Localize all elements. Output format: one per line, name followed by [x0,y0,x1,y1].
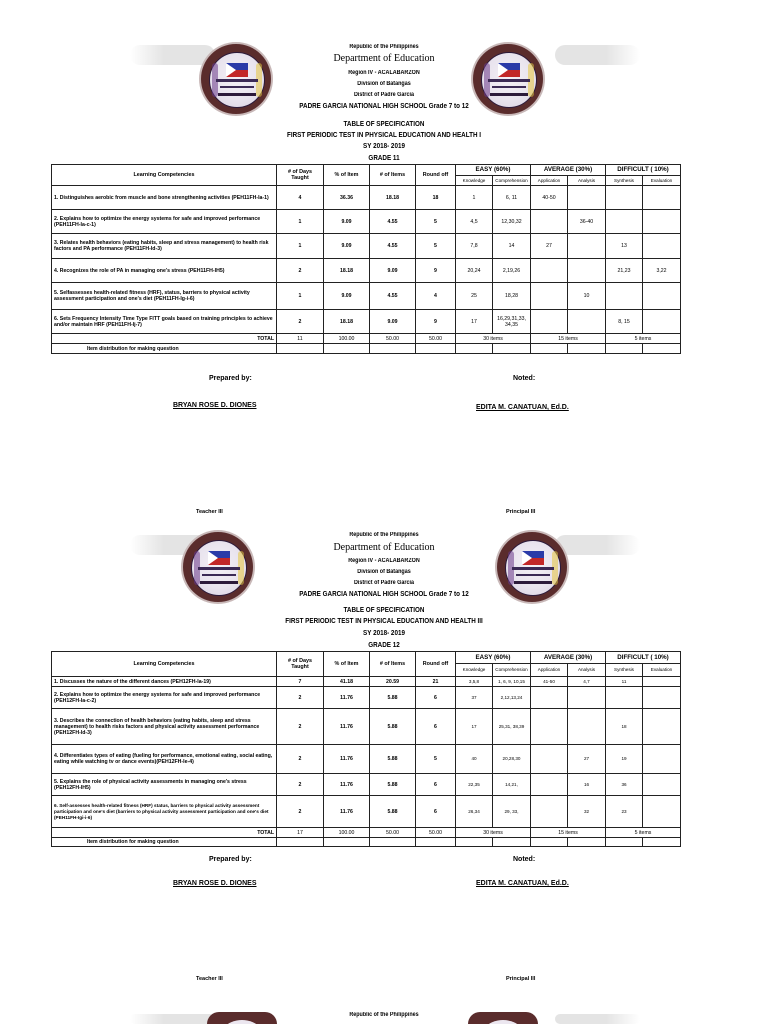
comprehension-cell: 14 [493,234,531,259]
knowledge-cell: 1 [456,186,493,210]
total-label: TOTAL [52,334,277,344]
competency-cell: 4. Recognizes the role of PA in managing one's stress (PEH11FH-IH5) [52,259,277,283]
comprehension-cell: 2,19,26 [493,259,531,283]
evaluation-cell [643,774,681,796]
synthesis-cell [606,210,643,234]
knowledge-cell: 3,5,8 [456,677,493,687]
evaluation-cell [643,709,681,745]
comprehension-cell: 18,28 [493,283,531,310]
col-analysis: Analysis [568,176,606,186]
col-round-off: Round off [416,652,456,677]
application-cell [531,796,568,828]
table-row [52,210,681,234]
analysis-cell: 4,7 [568,677,606,687]
table-row [52,687,681,709]
tos-table [51,651,681,847]
col-average: AVERAGE (30%) [531,165,606,176]
school-line: PADRE GARCIA NATIONAL HIGH SCHOOL Grade 7 to 12 [299,103,469,110]
table-row [52,709,681,745]
knowledge-cell: 26,34 [456,796,493,828]
round-cell: 4 [416,283,456,310]
department-title: Department of Education [333,542,435,553]
items-cell: 5.88 [370,796,416,828]
col-knowledge: Knowledge [456,176,493,186]
synthesis-cell [606,283,643,310]
comprehension-cell: 16,29,31,33, 34,35 [493,310,531,334]
synthesis-cell: 13 [606,234,643,259]
application-cell [531,709,568,745]
round-cell: 5 [416,745,456,774]
evaluation-cell [643,210,681,234]
table-row [52,796,681,828]
knowledge-cell: 7,8 [456,234,493,259]
total-round: 50.00 [416,334,456,344]
total-row [52,334,681,344]
analysis-cell [568,234,606,259]
col-evaluation: Evaluation [643,176,681,186]
round-cell: 21 [416,677,456,687]
comprehension-cell: 1, 6, 9, 10,15 [493,677,531,687]
items-cell: 5.88 [370,774,416,796]
evaluation-cell [643,234,681,259]
table-row [52,774,681,796]
comprehension-cell: 29, 33, [493,796,531,828]
col-num-items: # of Items [370,652,416,677]
difficult-items-total: 5 items [606,828,681,838]
col-knowledge: Knowledge [456,664,493,677]
district-line: District of Padre Garcia [353,92,415,98]
competency-cell: 2. Explains how to optimize the energy systems for safe and improved performance (PEH12FH-Ia-c-2) [52,687,277,709]
republic-line: Republic of the Philippines [349,44,419,50]
synthesis-cell: 8, 15 [606,310,643,334]
republic-line: Republic of the Philippines [349,1012,419,1018]
deped-division-seal-left [207,1012,277,1024]
knowledge-cell: 25 [456,283,493,310]
prepared-by-label: Prepared by: [209,856,252,863]
days-cell: 2 [277,687,324,709]
col-comprehension: Comprehension [493,664,531,677]
competency-cell: 1. Discusses the nature of the different dances (PEH12FH-Ia-19) [52,677,277,687]
col-round-off: Round off [416,165,456,186]
deped-division-seal-right [468,1012,538,1024]
noter-name: EDITA M. CANATUAN, Ed.D. [476,404,569,411]
application-cell: 27 [531,234,568,259]
application-cell: 41-50 [531,677,568,687]
evaluation-cell [643,283,681,310]
items-cell: 20.59 [370,677,416,687]
comprehension-cell: 2,12,13,24 [493,687,531,709]
analysis-cell [568,687,606,709]
distribution-row [52,344,681,354]
application-cell [531,259,568,283]
competency-cell: 3. Relates health behaviors (eating habits, sleep and stress management) to health risk factors and PA performance (PEH11FH-Id-3) [52,234,277,259]
application-cell [531,310,568,334]
analysis-cell: 36-40 [568,210,606,234]
col-days-taught: # of Days Taught [277,652,324,677]
school-year: SY 2018- 2019 [363,143,405,150]
col-pct-item: % of Item [324,652,370,677]
days-cell: 4 [277,186,324,210]
analysis-cell: 16 [568,774,606,796]
analysis-cell [568,259,606,283]
pct-cell: 18.18 [324,259,370,283]
total-round: 50.00 [416,828,456,838]
easy-items-total: 30 items [456,828,531,838]
days-cell: 1 [277,234,324,259]
days-cell: 2 [277,774,324,796]
round-cell: 6 [416,774,456,796]
col-evaluation: Evaluation [643,664,681,677]
analysis-cell: 27 [568,745,606,774]
evaluation-cell [643,677,681,687]
analysis-cell [568,186,606,210]
noted-label: Noted: [513,856,536,863]
items-cell: 9.09 [370,310,416,334]
analysis-cell: 32 [568,796,606,828]
tos-table [51,164,681,354]
pct-cell: 36.36 [324,186,370,210]
comprehension-cell: 25,31, 38,39 [493,709,531,745]
school-line: PADRE GARCIA NATIONAL HIGH SCHOOL Grade 7 to 12 [299,591,469,598]
competency-cell: 1. Distinguishes aerobic from muscle and bone strengthening activities (PEH11FH-Ia-1) [52,186,277,210]
col-pct-item: % of Item [324,165,370,186]
synthesis-cell: 11 [606,677,643,687]
grade-label: GRADE 11 [368,155,400,162]
prepared-by-label: Prepared by: [209,375,252,382]
average-items-total: 15 items [531,334,606,344]
total-label: TOTAL [52,828,277,838]
table-row [52,677,681,687]
tos-title: TABLE OF SPECIFICATION [343,607,425,614]
col-difficult: DIFFICULT ( 10%) [606,165,681,176]
round-cell: 6 [416,796,456,828]
evaluation-cell [643,796,681,828]
items-cell: 9.09 [370,259,416,283]
region-line: Region IV - ACALABARZON [348,70,420,76]
col-synthesis: Synthesis [606,176,643,186]
synthesis-cell: 21,23 [606,259,643,283]
knowledge-cell: 40 [456,745,493,774]
evaluation-cell [643,186,681,210]
grade-label: GRADE 12 [368,642,400,649]
preparer-position: Teacher III [196,509,223,515]
school-year: SY 2018- 2019 [363,630,405,637]
knowledge-cell: 22,35 [456,774,493,796]
col-easy: EASY (60%) [456,652,531,664]
col-application: Application [531,664,568,677]
application-cell [531,210,568,234]
competency-cell: 5. Selfassesses health-related fitness (HRF), status, barriers to physical activity assessment participation and one's diet (PEH11FH-Ig-i-6) [52,283,277,310]
knowledge-cell: 17 [456,310,493,334]
comprehension-cell: 12,30,32 [493,210,531,234]
easy-items-total: 30 items [456,334,531,344]
analysis-cell [568,709,606,745]
col-analysis: Analysis [568,664,606,677]
total-days: 11 [277,334,324,344]
round-cell: 5 [416,234,456,259]
region-line: Region IV - ACALABARZON [348,558,420,564]
test-subtitle: FIRST PERIODIC TEST IN PHYSICAL EDUCATION AND HEALTH I [286,132,482,139]
knowledge-cell: 4,5 [456,210,493,234]
division-line: Division of Batangas [357,569,411,575]
synthesis-cell: 36 [606,774,643,796]
col-easy: EASY (60%) [456,165,531,176]
synthesis-cell: 19 [606,745,643,774]
noted-label: Noted: [513,375,536,382]
tos-title: TABLE OF SPECIFICATION [343,121,425,128]
distribution-row [52,838,681,847]
items-cell: 5.88 [370,745,416,774]
analysis-cell: 10 [568,283,606,310]
division-line: Division of Batangas [357,81,411,87]
noter-position: Principal III [506,509,536,515]
average-items-total: 15 items [531,828,606,838]
col-synthesis: Synthesis [606,664,643,677]
table-row [52,186,681,210]
faded-banner-left [130,1014,215,1024]
pct-cell: 9.09 [324,210,370,234]
pct-cell: 9.09 [324,234,370,259]
round-cell: 9 [416,310,456,334]
knowledge-cell: 20,24 [456,259,493,283]
total-days: 17 [277,828,324,838]
days-cell: 1 [277,210,324,234]
application-cell [531,687,568,709]
total-items: 50.00 [370,828,416,838]
preparer-position: Teacher III [196,976,223,982]
competency-cell: 6. Sets Frequency Intensity Time Type FITT goals based on training principles to achieve and/or maintain HRF (PEH11FH-Ij-7) [52,310,277,334]
table-row [52,310,681,334]
application-cell: 40-50 [531,186,568,210]
pct-cell: 18.18 [324,310,370,334]
col-num-items: # of Items [370,165,416,186]
synthesis-cell: 18 [606,709,643,745]
knowledge-cell: 37 [456,687,493,709]
items-cell: 5.88 [370,687,416,709]
comprehension-cell: 14,21, [493,774,531,796]
days-cell: 1 [277,283,324,310]
application-cell [531,774,568,796]
round-cell: 9 [416,259,456,283]
col-average: AVERAGE (30%) [531,652,606,664]
round-cell: 6 [416,687,456,709]
days-cell: 2 [277,310,324,334]
col-difficult: DIFFICULT ( 10%) [606,652,681,664]
round-cell: 5 [416,210,456,234]
noter-position: Principal III [506,976,536,982]
days-cell: 7 [277,677,324,687]
col-comprehension: Comprehension [493,176,531,186]
col-learning-competencies: Learning Competencies [52,165,277,186]
distribution-label: Item distribution for making question [52,838,277,847]
competency-cell: 2. Explains how to optimize the energy systems for safe and improved performance (PEH11FH-Ia-c-1) [52,210,277,234]
days-cell: 2 [277,745,324,774]
synthesis-cell [606,687,643,709]
total-pct: 100.00 [324,334,370,344]
district-line: District of Padre Garcia [353,580,415,586]
evaluation-cell [643,310,681,334]
total-items: 50.00 [370,334,416,344]
col-days-taught: # of Days Taught [277,165,324,186]
competency-cell: 3. Describes the connection of health behaviors (eating habits, sleep and stress management) to health risks factors and physical activity assessment performance (PEH12FH-Id-3) [52,709,277,745]
test-subtitle: FIRST PERIODIC TEST IN PHYSICAL EDUCATION AND HEALTH III [285,618,483,625]
pct-cell: 11.76 [324,796,370,828]
pct-cell: 41.18 [324,677,370,687]
competency-cell: 5. Explains the role of physical activity assessments in managing one's stress (PEH12FH-IH5) [52,774,277,796]
competency-cell: 4. Differentiates types of eating (fueling for performance, emotional eating, social eating, eating while watching tv or dance events)(PEH12FH-Ie-4) [52,745,277,774]
items-cell: 5.88 [370,709,416,745]
faded-banner-right [555,1014,640,1024]
application-cell [531,745,568,774]
pct-cell: 11.76 [324,687,370,709]
knowledge-cell: 17 [456,709,493,745]
table-row [52,259,681,283]
items-cell: 4.55 [370,210,416,234]
evaluation-cell [643,687,681,709]
department-title: Department of Education [333,53,435,64]
total-row [52,828,681,838]
table-row [52,234,681,259]
pct-cell: 11.76 [324,774,370,796]
noter-name: EDITA M. CANATUAN, Ed.D. [476,880,569,887]
analysis-cell [568,310,606,334]
round-cell: 6 [416,709,456,745]
preparer-name: BRYAN ROSE D. DIONES [173,880,257,887]
distribution-label: Item distribution for making question [52,344,277,354]
republic-line: Republic of the Philippines [349,532,419,538]
comprehension-cell: 20,28,30 [493,745,531,774]
pct-cell: 9.09 [324,283,370,310]
preparer-name: BRYAN ROSE D. DIONES [173,402,257,409]
round-cell: 18 [416,186,456,210]
items-cell: 18.18 [370,186,416,210]
comprehension-cell: 6, 11 [493,186,531,210]
items-cell: 4.55 [370,234,416,259]
evaluation-cell [643,745,681,774]
days-cell: 2 [277,259,324,283]
items-cell: 4.55 [370,283,416,310]
pct-cell: 11.76 [324,709,370,745]
competency-cell: 6. Self-assesses health-related fitness (HRF) status, barriers to physical activity assessment participation and one's diet (barriers to physical activity assessment participation and one's diet (PEH11FH-Igi-i-6) [52,796,277,828]
total-pct: 100.00 [324,828,370,838]
synthesis-cell: 23 [606,796,643,828]
table-row [52,745,681,774]
difficult-items-total: 5 items [606,334,681,344]
evaluation-cell: 3,22 [643,259,681,283]
col-learning-competencies: Learning Competencies [52,652,277,677]
col-application: Application [531,176,568,186]
days-cell: 2 [277,709,324,745]
application-cell [531,283,568,310]
days-cell: 2 [277,796,324,828]
table-row [52,283,681,310]
pct-cell: 11.76 [324,745,370,774]
synthesis-cell [606,186,643,210]
